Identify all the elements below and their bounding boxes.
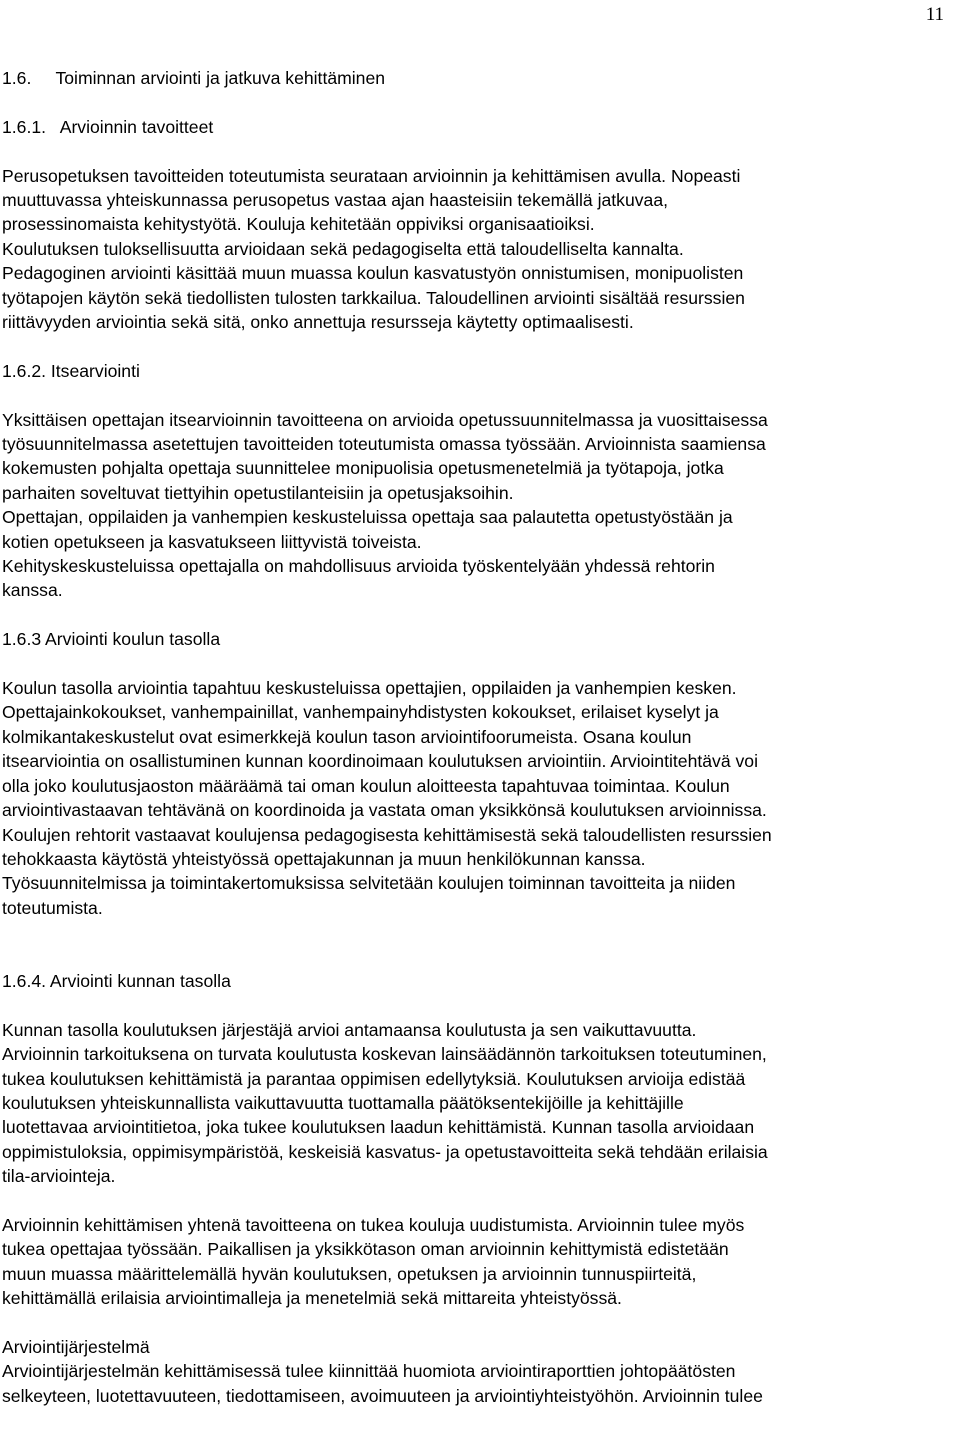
text-line: tehokkaasta käytöstä yhteistyössä opettajakunnan ja muun henkilökunnan kanssa. xyxy=(2,848,646,869)
page-number: 11 xyxy=(925,4,944,25)
text-line: itsearviointia on osallistuminen kunnan koordinoimaan koulutuksen arviointiin. Arviointitehtävä voi xyxy=(2,751,758,772)
text-line: Opettajainkokoukset, vanhempainillat, vanhempainyhdistysten kokoukset, erilaiset kyselyt ja xyxy=(2,702,719,723)
text-line: tila-arviointeja. xyxy=(2,1166,116,1187)
text-line: Pedagoginen arviointi käsittää muun muassa koulun kasvatustyön onnistumisen, monipuolisten xyxy=(2,263,744,284)
text-line: luotettavaa arviointitietoa, joka tukee koulutuksen laadun kehittämistä. Kunnan tasolla arvioidaan xyxy=(2,1117,755,1138)
text-line: työtapojen käytön sekä tiedollisten tulosten tarkkailua. Taloudellinen arviointi sisältää resurssien xyxy=(2,287,745,308)
text-line: Arvioinnin kehittämisen yhtenä tavoitteena on tukea kouluja uudistumista. Arvioinnin tulee myös xyxy=(2,1214,745,1235)
text-line: Arviointijärjestelmän kehittämisessä tulee kiinnittää huomiota arviointiraporttien johtopäätösten xyxy=(2,1361,736,1382)
paragraph-school-level xyxy=(2,676,960,920)
paragraph-development xyxy=(2,1213,960,1311)
text-line: muun muassa määrittelemällä hyvän koulutuksen, opetuksen ja arvioinnin tunnuspiirteitä, xyxy=(2,1263,697,1284)
text-line: tukea opettajaa työssään. Paikallisen ja yksikkötason oman arvioinnin kehittymistä edistetään xyxy=(2,1239,729,1260)
section-heading-1-6-2: 1.6.2. Itsearviointi xyxy=(2,360,140,381)
text-line: koulutuksen yhteiskunnallista vaikuttavuutta tuottamalla päätöksentekijöille ja kehittäjille xyxy=(2,1092,684,1113)
text-line: oppimistuloksia, oppimisympäristöä, keskeisiä kasvatus- ja opetustavoitteita sekä tehdään erilaisia xyxy=(2,1141,768,1162)
text-line: Kehityskeskusteluissa opettajalla on mahdollisuus arvioida työskentelyään yhdessä rehtorin xyxy=(2,556,715,577)
document-body xyxy=(2,66,960,1408)
text-line: arviointivastaavan tehtävänä on koordinoida ja vastata oman yksikkönsä koulutuksen arvioinnissa. xyxy=(2,800,767,821)
text-line: Opettajan, oppilaiden ja vanhempien keskusteluissa opettaja saa palautetta opetustyöstään ja xyxy=(2,507,733,528)
paragraph-municipal-level xyxy=(2,1018,960,1189)
text-line: kokemusten pohjalta opettaja suunnittelee monipuolisia opetusmenetelmiä ja työtapoja, jotka xyxy=(2,458,724,479)
section-heading-1-6-1: 1.6.1. Arvioinnin tavoitteet xyxy=(2,116,214,137)
text-line: kolmikantakeskustelut ovat esimerkkejä koulun tason arviointifoorumeista. Osana koulun xyxy=(2,726,692,747)
text-line: Koulujen rehtorit vastaavat koulujensa pedagogisesta kehittämisestä sekä taloudellisten resurssien xyxy=(2,824,772,845)
paragraph-assessment-system xyxy=(2,1359,960,1408)
text-line: Yksittäisen opettajan itsearvioinnin tavoitteena on arvioida opetussuunnitelmassa ja vuosittaisessa xyxy=(2,409,768,430)
text-line: Koulutuksen tuloksellisuutta arvioidaan sekä pedagogiselta että taloudelliselta kannalta. xyxy=(2,238,684,259)
paragraph-goals xyxy=(2,164,960,335)
text-line: olla joko koulutusjaoston määräämä tai oman koulun aloitteesta tapahtuvaa toimintaa. Koulun xyxy=(2,775,730,796)
text-line: parhaiten soveltuvat tiettyihin opetustilanteisiin ja opetusjaksoihin. xyxy=(2,482,514,503)
text-line: kanssa. xyxy=(2,580,63,601)
section-heading-1-6: 1.6. Toiminnan arviointi ja jatkuva kehittäminen xyxy=(2,68,386,88)
text-line: selkeyteen, luotettavuuteen, tiedottamiseen, avoimuuteen ja arviointiyhteistyöhön. Arvioinnin tulee xyxy=(2,1385,763,1406)
section-heading-1-6-3: 1.6.3 Arviointi koulun tasolla xyxy=(2,629,221,650)
text-line: Kunnan tasolla koulutuksen järjestäjä arvioi antamaansa koulutusta ja sen vaikuttavuutta. xyxy=(2,1019,697,1040)
text-line: toteutumista. xyxy=(2,897,103,918)
text-line: työsuunnitelmassa asetettujen tavoitteiden toteutumista omassa työssään. Arvioinnista saamiensa xyxy=(2,434,766,455)
text-line: Arvioinnin tarkoituksena on turvata koulutusta koskevan lainsäädännön tarkoituksen toteutuminen, xyxy=(2,1044,767,1065)
text-line: prosessinomaista kehitystyötä. Kouluja kehitetään oppiviksi organisaatioiksi. xyxy=(2,214,595,235)
text-line: kehittämällä erilaisia arviointimalleja ja menetelmiä sekä mittareita yhteistyössä. xyxy=(2,1288,622,1309)
subheading-arviointijarjestelma: Arviointijärjestelmä xyxy=(2,1336,150,1357)
text-line: riittävyyden arviointia sekä sitä, onko annettuja resursseja käytetty optimaalisesti. xyxy=(2,312,634,333)
section-heading-1-6-4: 1.6.4. Arviointi kunnan tasolla xyxy=(2,970,231,991)
text-line: tukea koulutuksen kehittämistä ja parantaa oppimisen edellytyksiä. Koulutuksen arvioija edistää xyxy=(2,1068,746,1089)
text-line: Työsuunnitelmissa ja toimintakertomuksissa selvitetään koulujen toiminnan tavoitteita ja niiden xyxy=(2,873,736,894)
text-line: Koulun tasolla arviointia tapahtuu keskusteluissa opettajien, oppilaiden ja vanhempien kesken. xyxy=(2,678,737,699)
text-line: muuttuvassa yhteiskunnassa perusopetus vastaa ajan haasteisiin tekemällä jatkuvaa, xyxy=(2,190,669,210)
text-line: kotien opetukseen ja kasvatukseen liittyvistä toiveista. xyxy=(2,531,422,552)
paragraph-self-assessment xyxy=(2,408,960,603)
text-line: Perusopetuksen tavoitteiden toteutumista seurataan arvioinnin ja kehittämisen avulla. Nopeasti xyxy=(2,165,741,186)
